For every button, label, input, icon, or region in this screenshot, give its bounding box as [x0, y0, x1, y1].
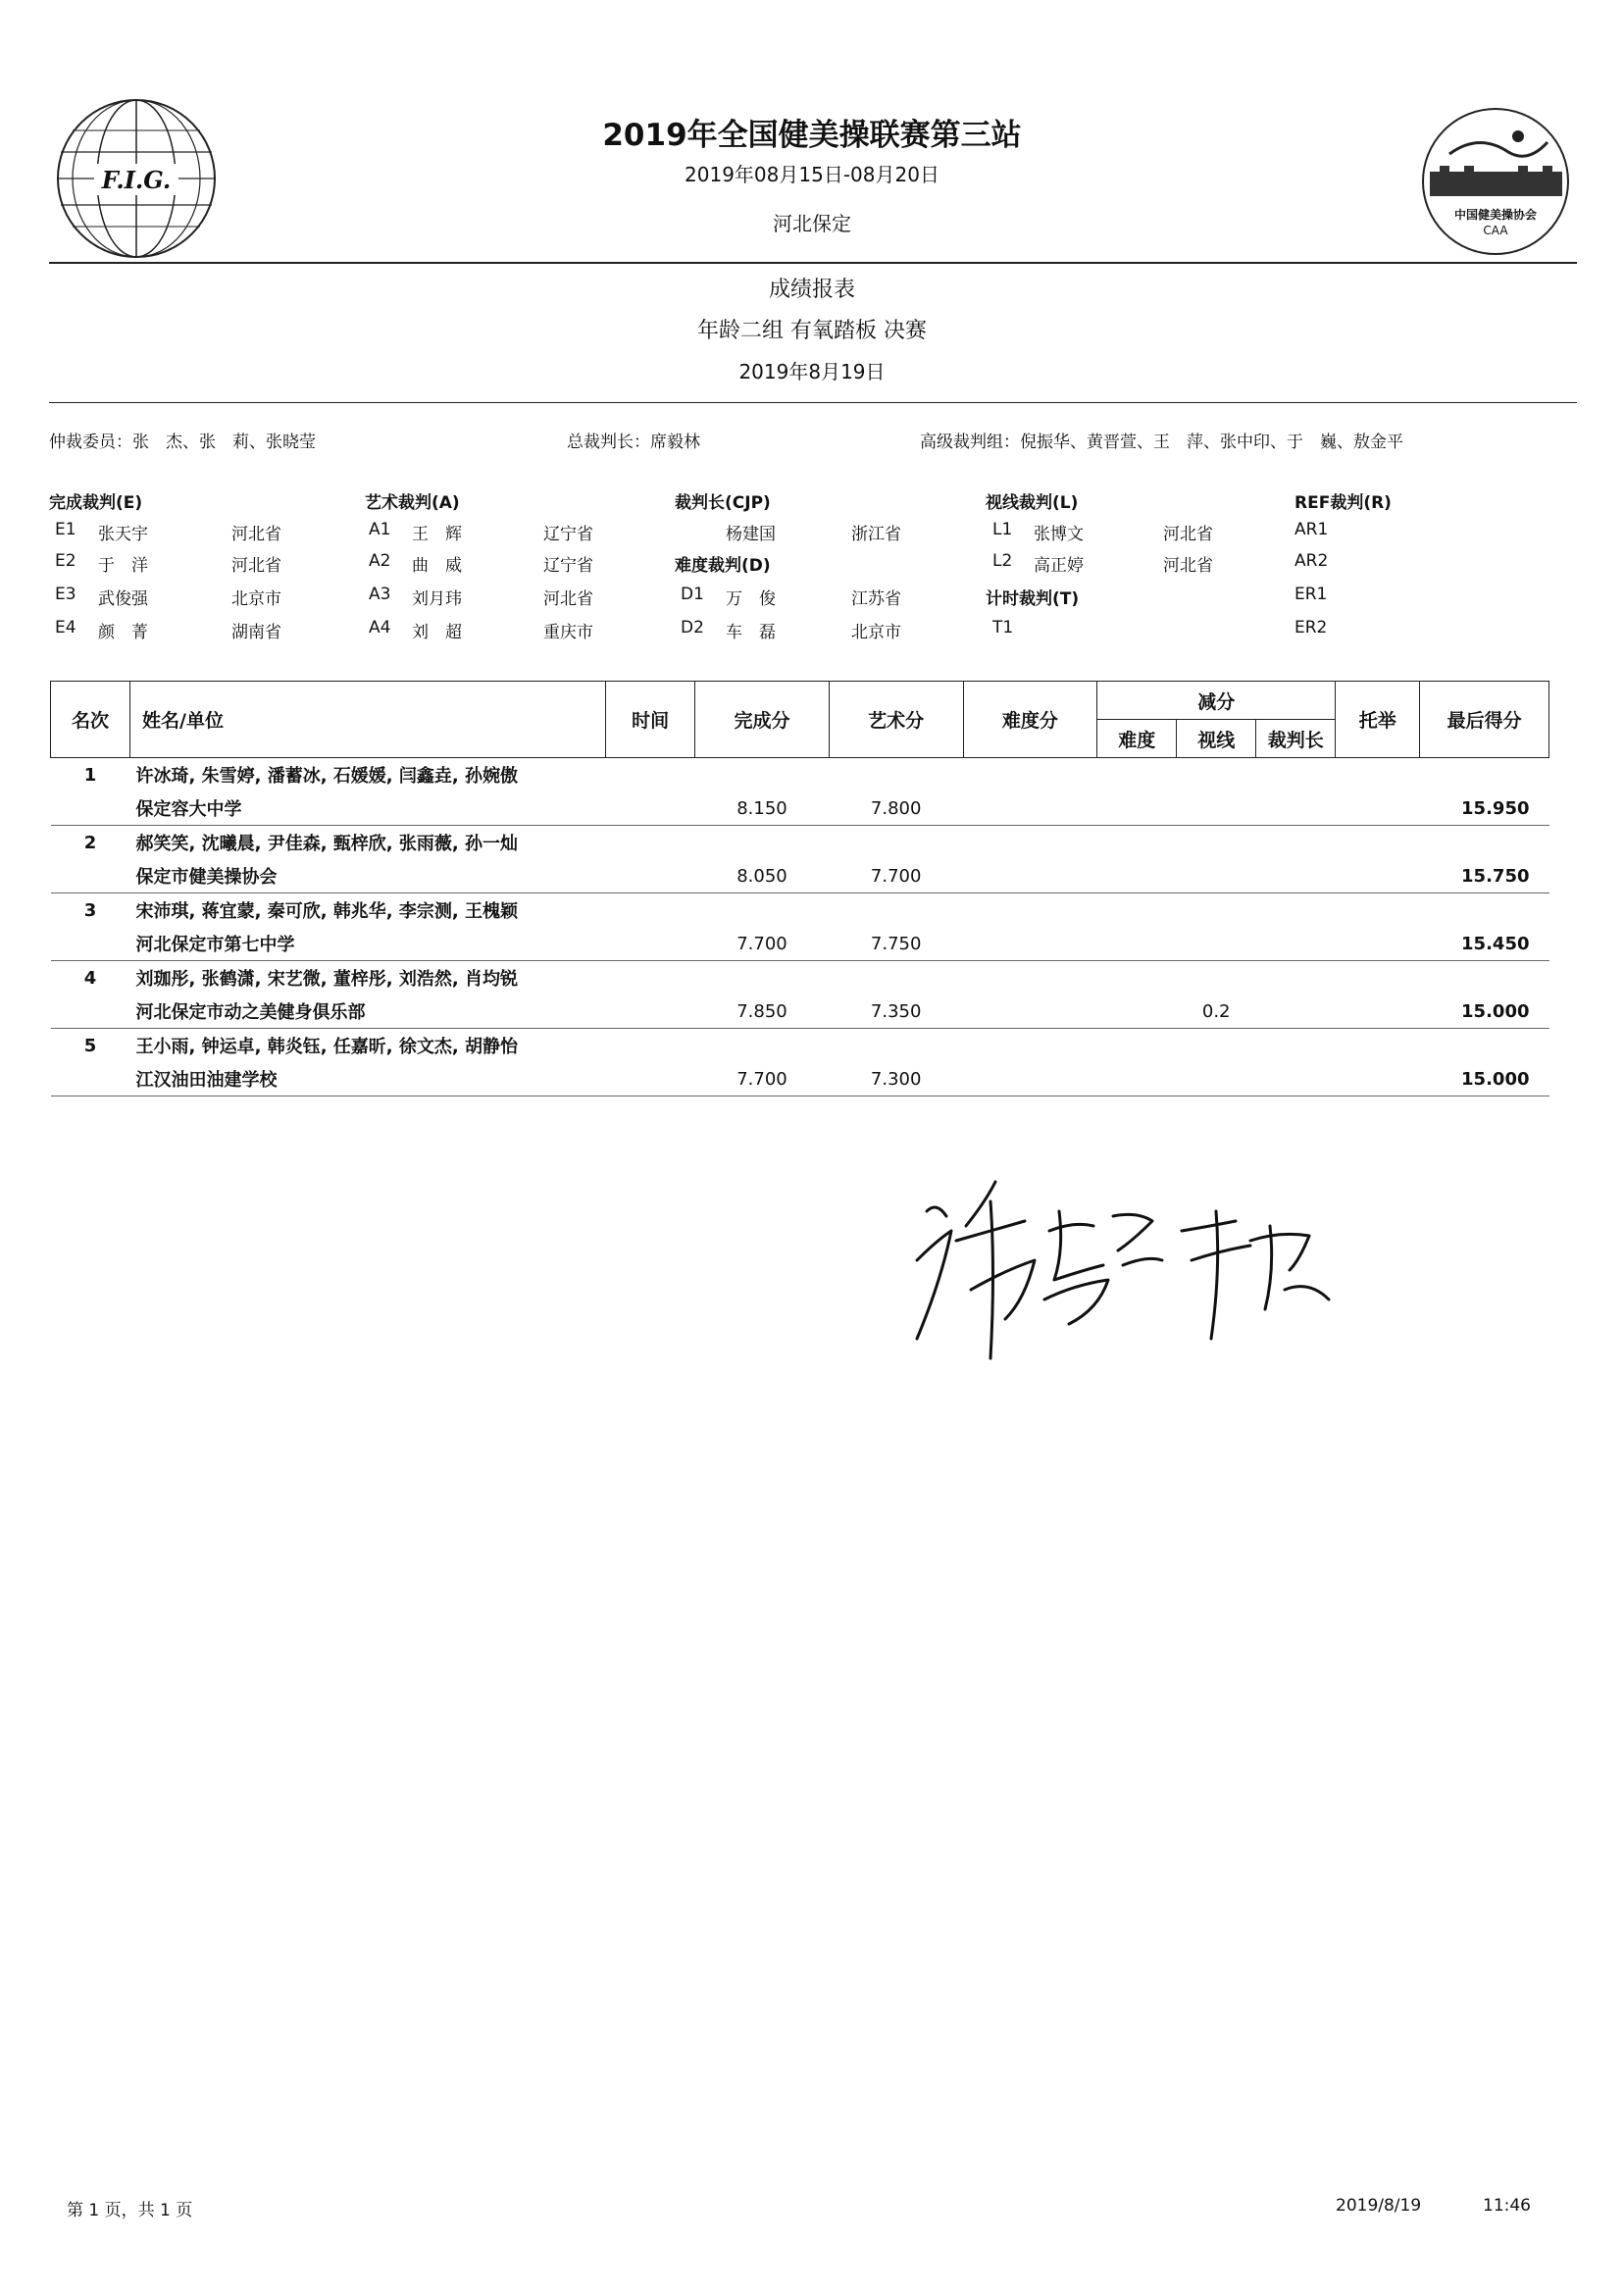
event-dates: 2019年08月15日-08月20日 — [685, 163, 939, 186]
col-ded-cjp: 裁判长 — [1256, 720, 1336, 758]
judge-name: 万 俊 — [726, 589, 776, 609]
judge-code: D1 — [681, 585, 704, 604]
chief-judge: 总裁判长：席毅林 — [567, 433, 700, 452]
results-table — [50, 681, 1549, 1096]
report-date: 2019年8月19日 — [738, 360, 886, 383]
artistic-judges-header: 艺术裁判(A) — [365, 493, 460, 513]
final-score: 15.950 — [1420, 791, 1549, 826]
table-row — [51, 994, 1549, 1029]
judge-province: 辽宁省 — [543, 556, 593, 576]
art-score: 7.700 — [829, 859, 963, 893]
athlete-unit: 江汉油田油建学校 — [130, 1062, 606, 1096]
table-row — [51, 1062, 1549, 1096]
art-score: 7.300 — [829, 1062, 963, 1096]
col-rank: 名次 — [51, 682, 130, 758]
event-venue: 河北保定 — [773, 212, 851, 235]
col-execution: 完成分 — [695, 682, 830, 758]
athlete-names: 刘珈彤, 张鹤潇, 宋艺微, 董梓彤, 刘浩然, 肖均锐 — [135, 969, 519, 990]
line-deduction — [1177, 859, 1256, 893]
judge-province: 河北省 — [231, 556, 281, 576]
judge-province: 辽宁省 — [543, 525, 593, 544]
table-row — [51, 758, 1549, 792]
col-lift: 托举 — [1336, 682, 1420, 758]
col-time: 时间 — [606, 682, 695, 758]
art-score: 7.350 — [829, 994, 963, 1029]
judge-code: E4 — [55, 618, 76, 637]
exec-score: 7.700 — [695, 1062, 830, 1096]
table-row — [51, 1029, 1549, 1063]
line-judges-header: 视线裁判(L) — [986, 493, 1079, 513]
cjp-header: 裁判长(CJP) — [675, 493, 771, 513]
athlete-names: 郝笑笑, 沈曦晨, 尹佳森, 甄梓欣, 张雨薇, 孙一灿 — [135, 834, 519, 854]
execution-judges-header: 完成裁判(E) — [49, 493, 143, 513]
judge-code: A2 — [369, 551, 391, 571]
col-ded-line: 视线 — [1177, 720, 1256, 758]
table-row — [51, 961, 1549, 995]
table-row — [51, 826, 1549, 860]
difficulty-judges-header: 难度裁判(D) — [675, 556, 771, 576]
judge-province: 重庆市 — [543, 623, 593, 642]
judge-province: 浙江省 — [851, 525, 901, 544]
rank: 2 — [83, 832, 97, 853]
athlete-names: 宋沛琪, 蒋宜蒙, 秦可欣, 韩兆华, 李宗测, 王槐颖 — [135, 901, 519, 922]
athlete-names: 王小雨, 钟运卓, 韩炎钰, 任嘉昕, 徐文杰, 胡静怡 — [135, 1037, 519, 1057]
ref-code: AR1 — [1294, 520, 1329, 539]
judge-province: 河北省 — [231, 525, 281, 544]
judge-province: 河北省 — [1163, 556, 1213, 576]
signature — [897, 1172, 1348, 1378]
athlete-unit: 河北保定市第七中学 — [130, 927, 606, 961]
timing-judges-header: 计时裁判(T) — [986, 589, 1080, 609]
judge-province: 江苏省 — [851, 589, 901, 609]
final-score: 15.450 — [1420, 927, 1549, 961]
fig-logo-text: F.I.G. — [101, 166, 172, 194]
exec-score: 8.050 — [695, 859, 830, 893]
athlete-unit: 保定容大中学 — [130, 791, 606, 826]
ref-code: ER2 — [1294, 618, 1328, 637]
judge-code: A1 — [369, 520, 391, 539]
art-score: 7.750 — [829, 927, 963, 961]
ref-code: ER1 — [1294, 585, 1328, 604]
judge-province: 北京市 — [851, 623, 901, 642]
col-name: 姓名/单位 — [130, 682, 606, 758]
rank: 3 — [83, 899, 97, 921]
page-indicator: 第 1 页，共 1 页 — [67, 2201, 193, 2220]
print-date: 2019/8/19 — [1336, 2196, 1422, 2216]
judge-name: 颜 菁 — [98, 623, 148, 642]
art-score: 7.800 — [829, 791, 963, 826]
col-artistic: 艺术分 — [829, 682, 963, 758]
final-score: 15.000 — [1420, 1062, 1549, 1096]
arbitration-committee: 仲裁委员：张 杰、张 莉、张晓莹 — [49, 433, 316, 452]
caa-logo-text: 中国健美操协会 — [1453, 208, 1538, 222]
line-deduction: 0.2 — [1177, 994, 1256, 1029]
table-row — [51, 791, 1549, 826]
line-deduction — [1177, 791, 1256, 826]
exec-score: 7.700 — [695, 927, 830, 961]
judge-code: L2 — [992, 551, 1013, 571]
caa-logo-abbr: CAA — [1483, 224, 1508, 237]
judge-province: 河北省 — [543, 589, 593, 609]
senior-panel: 高级裁判组：倪振华、黄晋萱、王 萍、张中印、于 巍、敖金平 — [920, 433, 1403, 452]
header-divider — [49, 262, 1577, 264]
exec-score: 7.850 — [695, 994, 830, 1029]
col-difficulty: 难度分 — [963, 682, 1097, 758]
judge-name: 杨建国 — [726, 525, 776, 544]
ref-code: AR2 — [1294, 551, 1329, 571]
event-title: 2019年全国健美操联赛第三站 — [602, 118, 1022, 153]
judge-code: E3 — [55, 585, 76, 604]
col-deductions: 减分 — [1097, 682, 1336, 720]
judge-province: 湖南省 — [231, 623, 281, 642]
print-time: 11:46 — [1483, 2196, 1531, 2216]
judge-name: 于 洋 — [98, 556, 148, 576]
judge-name: 刘月玮 — [412, 589, 462, 609]
final-score: 15.000 — [1420, 994, 1549, 1029]
table-row — [51, 859, 1549, 893]
judge-code: D2 — [681, 618, 704, 637]
report-title: 成绩报表 — [768, 278, 855, 302]
rank: 4 — [83, 967, 97, 989]
judge-name: 刘 超 — [412, 623, 462, 642]
ref-judges-header: REF裁判(R) — [1294, 493, 1392, 513]
col-final: 最后得分 — [1420, 682, 1549, 758]
col-ded-difficulty: 难度 — [1097, 720, 1177, 758]
rank: 5 — [83, 1035, 97, 1056]
judge-code: L1 — [992, 520, 1013, 539]
judge-name: 张博文 — [1034, 525, 1084, 544]
judge-code: E2 — [55, 551, 76, 571]
line-deduction — [1177, 927, 1256, 961]
judge-name: 武俊强 — [98, 589, 148, 609]
final-score: 15.750 — [1420, 859, 1549, 893]
athlete-unit: 保定市健美操协会 — [130, 859, 606, 893]
judge-name: 张天宇 — [98, 525, 148, 544]
rank: 1 — [83, 764, 97, 786]
line-deduction — [1177, 1062, 1256, 1096]
athlete-names: 许冰琦, 朱雪婷, 潘蓄冰, 石媛媛, 闫鑫垚, 孙婉傲 — [135, 766, 519, 787]
athlete-unit: 河北保定市动之美健身俱乐部 — [130, 994, 606, 1029]
judge-code: A3 — [369, 585, 391, 604]
exec-score: 8.150 — [695, 791, 830, 826]
judge-name: 车 磊 — [726, 623, 776, 642]
judge-province: 北京市 — [231, 589, 281, 609]
report-divider — [49, 402, 1577, 403]
judge-code: E1 — [55, 520, 76, 539]
judge-code: T1 — [992, 618, 1014, 637]
judge-code: A4 — [369, 618, 391, 637]
judge-name: 曲 威 — [412, 556, 462, 576]
judge-name: 王 辉 — [412, 525, 462, 544]
table-row — [51, 893, 1549, 928]
judge-name: 高正婷 — [1034, 556, 1084, 576]
report-group: 年龄二组 有氧踏板 决赛 — [697, 319, 927, 343]
judge-province: 河北省 — [1163, 525, 1213, 544]
table-row — [51, 927, 1549, 961]
